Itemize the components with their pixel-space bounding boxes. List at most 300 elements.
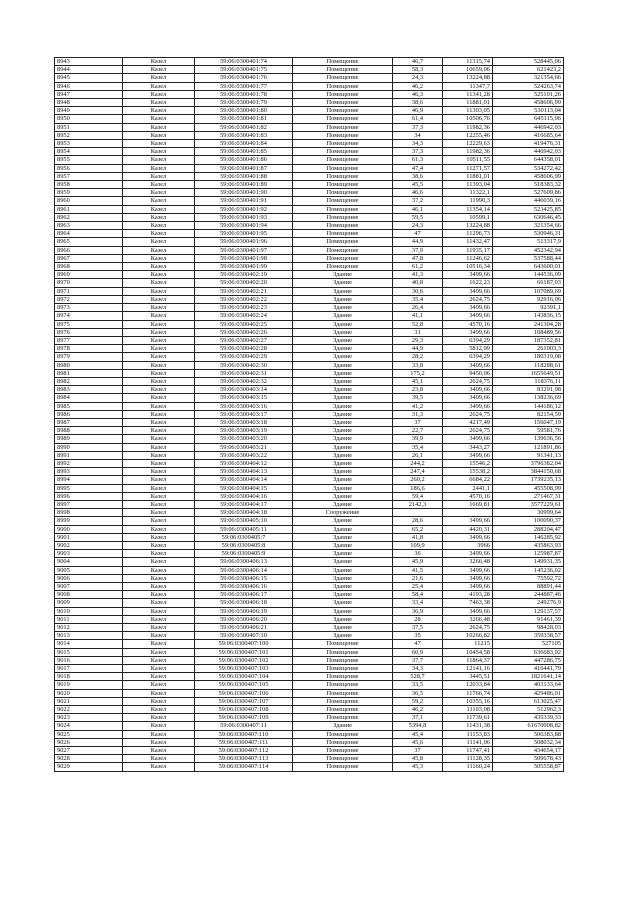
- cadastral-value-cell: 92916,06: [493, 295, 564, 303]
- area-cell: 47: [393, 230, 443, 238]
- specific-value-cell: 3499,66: [443, 435, 493, 443]
- municipality-cell: Казел: [123, 550, 195, 558]
- row-number-cell: 8974: [55, 312, 123, 320]
- cadastral-value-cell: 419476,31: [493, 140, 564, 148]
- table-row: [55, 648, 564, 656]
- table-row: [55, 681, 564, 689]
- municipality-cell: Казел: [123, 123, 195, 131]
- object-type-cell: Здание: [293, 361, 393, 369]
- municipality-cell: Казел: [123, 541, 195, 549]
- object-type-cell: Здание: [293, 279, 393, 287]
- area-cell: 61,4: [393, 115, 443, 123]
- cadastral-number-cell: 59:06:0300407:112: [195, 747, 293, 755]
- specific-value-cell: 10599,1: [443, 213, 493, 221]
- municipality-cell: Казел: [123, 492, 195, 500]
- cadastral-number-cell: 59:06:0300407:114: [195, 763, 293, 771]
- municipality-cell: Казел: [123, 648, 195, 656]
- area-cell: 37,3: [393, 148, 443, 156]
- area-cell: 45,8: [393, 755, 443, 763]
- municipality-cell: Казел: [123, 591, 195, 599]
- cadastral-value-cell: 523425,85: [493, 205, 564, 213]
- cadastral-number-cell: 59:06:0300402:19: [195, 271, 293, 279]
- object-type-cell: Здание: [293, 541, 393, 549]
- cadastral-value-cell: 118288,61: [493, 361, 564, 369]
- municipality-cell: Казел: [123, 599, 195, 607]
- table-row: [55, 279, 564, 287]
- row-number-cell: 9021: [55, 697, 123, 705]
- cadastral-value-cell: 88891,44: [493, 583, 564, 591]
- cadastral-value-cell: 91341,13: [493, 451, 564, 459]
- municipality-cell: Казел: [123, 353, 195, 361]
- area-cell: 44,9: [393, 238, 443, 246]
- table-row: [55, 74, 564, 82]
- cadastral-value-cell: 149931,35: [493, 558, 564, 566]
- cadastral-number-cell: 59:06:0300407:102: [195, 656, 293, 664]
- area-cell: 109,9: [393, 541, 443, 549]
- table-row: [55, 197, 564, 205]
- area-cell: 59,4: [393, 492, 443, 500]
- municipality-cell: Казел: [123, 99, 195, 107]
- table-row: [55, 353, 564, 361]
- object-type-cell: Здание: [293, 722, 393, 730]
- table-row: [55, 410, 564, 418]
- specific-value-cell: 11296,73: [443, 230, 493, 238]
- table-row: [55, 550, 564, 558]
- specific-value-cell: 1669,81: [443, 500, 493, 508]
- specific-value-cell: 11153,83: [443, 730, 493, 738]
- row-number-cell: 8959: [55, 189, 123, 197]
- municipality-cell: Казел: [123, 738, 195, 746]
- area-cell: [393, 509, 443, 517]
- row-number-cell: 9025: [55, 730, 123, 738]
- specific-value-cell: 3443,27: [443, 443, 493, 451]
- row-number-cell: 8965: [55, 238, 123, 246]
- row-number-cell: 8987: [55, 418, 123, 426]
- municipality-cell: Казел: [123, 468, 195, 476]
- cadastral-value-cell: 3577229,61: [493, 500, 564, 508]
- row-number-cell: 9009: [55, 599, 123, 607]
- specific-value-cell: 4217,49: [443, 418, 493, 426]
- object-type-cell: Здание: [293, 615, 393, 623]
- object-type-cell: Здание: [293, 312, 393, 320]
- cadastral-value-cell: 1739235,13: [493, 476, 564, 484]
- object-type-cell: Помещение: [293, 123, 393, 131]
- table-row: [55, 656, 564, 664]
- municipality-cell: Казел: [123, 451, 195, 459]
- object-type-cell: Помещение: [293, 213, 393, 221]
- table-row: [55, 418, 564, 426]
- table-row: [55, 205, 564, 213]
- cadastral-number-cell: 59:06:0300403:18: [195, 418, 293, 426]
- cadastral-number-cell: 59:06:0300401:74: [195, 58, 293, 66]
- area-cell: 23,8: [393, 386, 443, 394]
- area-cell: 34: [393, 131, 443, 139]
- area-cell: 528,7: [393, 673, 443, 681]
- specific-value-cell: 10511,55: [443, 156, 493, 164]
- row-number-cell: 9027: [55, 747, 123, 755]
- specific-value-cell: 10266,82: [443, 632, 493, 640]
- cadastral-number-cell: 59:06:0300401:88: [195, 172, 293, 180]
- table-row: [55, 541, 564, 549]
- municipality-cell: Казел: [123, 681, 195, 689]
- table-row: [55, 377, 564, 385]
- object-type-cell: Помещение: [293, 697, 393, 705]
- cadastral-value-cell: 528445,06: [493, 58, 564, 66]
- table-row: [55, 361, 564, 369]
- cadastral-value-cell: 108489,56: [493, 328, 564, 336]
- row-number-cell: 8979: [55, 353, 123, 361]
- row-number-cell: 8984: [55, 394, 123, 402]
- municipality-cell: Казел: [123, 386, 195, 394]
- table-row: [55, 451, 564, 459]
- municipality-cell: Казел: [123, 82, 195, 90]
- cadastral-value-cell: 534272,42: [493, 164, 564, 172]
- specific-value-cell: 11347,7: [443, 82, 493, 90]
- object-type-cell: Здание: [293, 394, 393, 402]
- area-cell: 37,2: [393, 197, 443, 205]
- specific-value-cell: 11315,74: [443, 58, 493, 66]
- specific-value-cell: 3445,51: [443, 673, 493, 681]
- object-type-cell: Помещение: [293, 222, 393, 230]
- table-row: [55, 484, 564, 492]
- cadastral-number-cell: 59:06:0300402:23: [195, 304, 293, 312]
- object-type-cell: Помещение: [293, 99, 393, 107]
- cadastral-value-cell: 455508,99: [493, 484, 564, 492]
- municipality-cell: Казел: [123, 632, 195, 640]
- specific-value-cell: 3499,66: [443, 566, 493, 574]
- row-number-cell: 8996: [55, 492, 123, 500]
- cadastral-number-cell: 59:06:0300403:21: [195, 443, 293, 451]
- row-number-cell: 8992: [55, 459, 123, 467]
- object-type-cell: Здание: [293, 271, 393, 279]
- cadastral-value-cell: 513317,9: [493, 238, 564, 246]
- municipality-cell: Казел: [123, 525, 195, 533]
- table-row: [55, 295, 564, 303]
- object-type-cell: Здание: [293, 558, 393, 566]
- cadastral-number-cell: 59:06:0300401:94: [195, 222, 293, 230]
- object-type-cell: Здание: [293, 386, 393, 394]
- object-type-cell: Здание: [293, 402, 393, 410]
- area-cell: 26,4: [393, 304, 443, 312]
- municipality-cell: Казел: [123, 164, 195, 172]
- table-row: [55, 722, 564, 730]
- row-number-cell: 8977: [55, 336, 123, 344]
- row-number-cell: 8968: [55, 263, 123, 271]
- area-cell: 37: [393, 747, 443, 755]
- cadastral-number-cell: 59:06:0300401:93: [195, 213, 293, 221]
- object-type-cell: Помещение: [293, 115, 393, 123]
- cadastral-value-cell: 435863,93: [493, 541, 564, 549]
- table-row: [55, 336, 564, 344]
- object-type-cell: Здание: [293, 632, 393, 640]
- area-cell: 24,3: [393, 222, 443, 230]
- specific-value-cell: 3499,66: [443, 394, 493, 402]
- table-row: [55, 369, 564, 377]
- cadastral-number-cell: 59:06:0300401:90: [195, 189, 293, 197]
- municipality-cell: Казел: [123, 312, 195, 320]
- specific-value-cell: 11747,41: [443, 747, 493, 755]
- specific-value-cell: 11303,05: [443, 107, 493, 115]
- area-cell: 28,2: [393, 353, 443, 361]
- area-cell: 52,8: [393, 320, 443, 328]
- row-number-cell: 8981: [55, 369, 123, 377]
- cadastral-number-cell: 59:06:0300402:28: [195, 345, 293, 353]
- cadastral-number-cell: 59:06:0300407:100: [195, 640, 293, 648]
- row-number-cell: 9013: [55, 632, 123, 640]
- cadastral-value-cell: 143836,15: [493, 312, 564, 320]
- area-cell: 59,5: [393, 213, 443, 221]
- object-type-cell: Помещение: [293, 181, 393, 189]
- area-cell: 247,4: [393, 468, 443, 476]
- row-number-cell: 8948: [55, 99, 123, 107]
- row-number-cell: 8966: [55, 246, 123, 254]
- cadastral-value-cell: 156047,19: [493, 418, 564, 426]
- cadastral-number-cell: 59:06:0300401:97: [195, 246, 293, 254]
- municipality-cell: Казел: [123, 656, 195, 664]
- municipality-cell: Казел: [123, 74, 195, 82]
- table-row: [55, 156, 564, 164]
- object-type-cell: Здание: [293, 599, 393, 607]
- specific-value-cell: 3499,66: [443, 361, 493, 369]
- municipality-cell: Казел: [123, 189, 195, 197]
- table-row: [55, 386, 564, 394]
- table-row: [55, 148, 564, 156]
- row-number-cell: 9026: [55, 738, 123, 746]
- table-row: [55, 615, 564, 623]
- table-row: [55, 90, 564, 98]
- row-number-cell: 8976: [55, 328, 123, 336]
- object-type-cell: Здание: [293, 427, 393, 435]
- area-cell: 46,6: [393, 189, 443, 197]
- specific-value-cell: 10659,06: [443, 66, 493, 74]
- municipality-cell: Казел: [123, 697, 195, 705]
- table-row: [55, 213, 564, 221]
- table-row: [55, 673, 564, 681]
- row-number-cell: 9002: [55, 541, 123, 549]
- table-row: [55, 697, 564, 705]
- specific-value-cell: 11935,17: [443, 246, 493, 254]
- row-number-cell: 9003: [55, 550, 123, 558]
- table-row: [55, 476, 564, 484]
- row-number-cell: 8972: [55, 295, 123, 303]
- area-cell: 35: [393, 632, 443, 640]
- object-type-cell: Помещение: [293, 714, 393, 722]
- object-type-cell: Здание: [293, 320, 393, 328]
- object-type-cell: Помещение: [293, 189, 393, 197]
- cadastral-number-cell: 59:06:0300402:20: [195, 279, 293, 287]
- cadastral-value-cell: 512962,3: [493, 706, 564, 714]
- municipality-cell: Казел: [123, 533, 195, 541]
- cadastral-number-cell: 59:06:0300401:92: [195, 205, 293, 213]
- cadastral-value-cell: 447286,75: [493, 656, 564, 664]
- specific-value-cell: 2441,1: [443, 484, 493, 492]
- specific-value-cell: 6394,29: [443, 353, 493, 361]
- cadastral-value-cell: 509678,43: [493, 755, 564, 763]
- municipality-cell: Казел: [123, 763, 195, 771]
- object-type-cell: Здание: [293, 435, 393, 443]
- object-type-cell: Здание: [293, 377, 393, 385]
- area-cell: 46,9: [393, 107, 443, 115]
- cadastral-value-cell: 645115,06: [493, 115, 564, 123]
- cadastral-value-cell: 91461,39: [493, 615, 564, 623]
- municipality-cell: Казел: [123, 107, 195, 115]
- cadastral-number-cell: 59:06:0300401:96: [195, 238, 293, 246]
- row-number-cell: 8994: [55, 476, 123, 484]
- municipality-cell: Казел: [123, 607, 195, 615]
- row-number-cell: 8967: [55, 254, 123, 262]
- cadastral-number-cell: 59:06:0300405:7: [195, 533, 293, 541]
- row-number-cell: 8988: [55, 427, 123, 435]
- cadastral-value-cell: 321354,66: [493, 74, 564, 82]
- cadastral-value-cell: 244887,46: [493, 591, 564, 599]
- object-type-cell: Здание: [293, 492, 393, 500]
- table-row: [55, 525, 564, 533]
- object-type-cell: Помещение: [293, 107, 393, 115]
- specific-value-cell: 11982,36: [443, 148, 493, 156]
- specific-value-cell: 3499,66: [443, 517, 493, 525]
- area-cell: 36,5: [393, 689, 443, 697]
- specific-value-cell: 2624,75: [443, 624, 493, 632]
- cadastral-number-cell: 59:06:0300401:95: [195, 230, 293, 238]
- object-type-cell: Помещение: [293, 164, 393, 172]
- table-row: [55, 263, 564, 271]
- object-type-cell: Здание: [293, 410, 393, 418]
- table-row: [55, 312, 564, 320]
- specific-value-cell: 11739,61: [443, 714, 493, 722]
- specific-value-cell: 12255,46: [443, 131, 493, 139]
- cadastral-value-cell: 636683,92: [493, 648, 564, 656]
- row-number-cell: 8950: [55, 115, 123, 123]
- municipality-cell: Казел: [123, 304, 195, 312]
- municipality-cell: Казел: [123, 279, 195, 287]
- row-number-cell: 8989: [55, 435, 123, 443]
- cadastral-value-cell: 630646,45: [493, 213, 564, 221]
- row-number-cell: 8993: [55, 468, 123, 476]
- cadastral-number-cell: 59:06:0300406:21: [195, 624, 293, 632]
- row-number-cell: 9010: [55, 607, 123, 615]
- row-number-cell: 8949: [55, 107, 123, 115]
- table-row: [55, 131, 564, 139]
- cadastral-value-cell: 359338,57: [493, 632, 564, 640]
- table-row: [55, 459, 564, 467]
- municipality-cell: Казел: [123, 115, 195, 123]
- cadastral-number-cell: 59:06:0300403:16: [195, 402, 293, 410]
- specific-value-cell: 3266,48: [443, 558, 493, 566]
- object-type-cell: Сооружение: [293, 509, 393, 517]
- specific-value-cell: 2624,75: [443, 377, 493, 385]
- specific-value-cell: 3499,66: [443, 386, 493, 394]
- cadastral-number-cell: 59:06:0300401:98: [195, 254, 293, 262]
- object-type-cell: Помещение: [293, 246, 393, 254]
- cadastral-value-cell: 75592,72: [493, 574, 564, 582]
- municipality-cell: Казел: [123, 377, 195, 385]
- row-number-cell: 9018: [55, 673, 123, 681]
- row-number-cell: 8995: [55, 484, 123, 492]
- municipality-cell: Казел: [123, 459, 195, 467]
- area-cell: 37: [393, 418, 443, 426]
- cadastral-number-cell: 59:06:0300401:78: [195, 90, 293, 98]
- cadastral-value-cell: 271467,31: [493, 492, 564, 500]
- area-cell: 65,2: [393, 525, 443, 533]
- area-cell: 25,4: [393, 583, 443, 591]
- cadastral-number-cell: 59:06:0300405:8: [195, 541, 293, 549]
- area-cell: 37,5: [393, 624, 443, 632]
- specific-value-cell: 4570,16: [443, 492, 493, 500]
- specific-value-cell: 3499,66: [443, 287, 493, 295]
- cadastral-value-cell: 241304,28: [493, 320, 564, 328]
- object-type-cell: Помещение: [293, 648, 393, 656]
- area-cell: 47: [393, 640, 443, 648]
- table-row: [55, 599, 564, 607]
- object-type-cell: Помещение: [293, 640, 393, 648]
- cadastral-number-cell: 59:06:0300405:11: [195, 525, 293, 533]
- municipality-cell: Казел: [123, 583, 195, 591]
- cadastral-value-cell: 446039,16: [493, 197, 564, 205]
- table-row: [55, 689, 564, 697]
- specific-value-cell: 3499,66: [443, 328, 493, 336]
- table-row: [55, 509, 564, 517]
- municipality-cell: Казел: [123, 714, 195, 722]
- cadastral-value-cell: 527609,86: [493, 189, 564, 197]
- cadastral-value-cell: 82154,59: [493, 410, 564, 418]
- row-number-cell: 8943: [55, 58, 123, 66]
- cadastral-number-cell: 59:06:0300401:99: [195, 263, 293, 271]
- area-cell: 41,3: [393, 271, 443, 279]
- table-body: [55, 58, 564, 772]
- area-cell: 45,4: [393, 730, 443, 738]
- cadastral-value-table: [54, 57, 564, 772]
- area-cell: 45,3: [393, 763, 443, 771]
- table-row: [55, 640, 564, 648]
- row-number-cell: 8964: [55, 230, 123, 238]
- specific-value-cell: 11881,01: [443, 99, 493, 107]
- area-cell: 33,5: [393, 681, 443, 689]
- cadastral-number-cell: 59:06:0300405:9: [195, 550, 293, 558]
- cadastral-value-cell: 139636,56: [493, 435, 564, 443]
- table-row: [55, 115, 564, 123]
- row-number-cell: 8999: [55, 517, 123, 525]
- cadastral-value-cell: 121891,86: [493, 443, 564, 451]
- cadastral-number-cell: 59:06:0300406:13: [195, 558, 293, 566]
- cadastral-number-cell: 59:06:0300407:10: [195, 632, 293, 640]
- area-cell: 46,7: [393, 58, 443, 66]
- row-number-cell: 8952: [55, 131, 123, 139]
- area-cell: 5394,8: [393, 722, 443, 730]
- row-number-cell: 9028: [55, 755, 123, 763]
- object-type-cell: Здание: [293, 591, 393, 599]
- object-type-cell: Помещение: [293, 197, 393, 205]
- area-cell: 44,9: [393, 345, 443, 353]
- specific-value-cell: 13224,88: [443, 74, 493, 82]
- municipality-cell: Казел: [123, 213, 195, 221]
- cadastral-value-cell: 98428,03: [493, 624, 564, 632]
- specific-value-cell: 11160,24: [443, 763, 493, 771]
- cadastral-value-cell: 146285,92: [493, 533, 564, 541]
- area-cell: 37,7: [393, 656, 443, 664]
- object-type-cell: Помещение: [293, 148, 393, 156]
- cadastral-value-cell: 144186,12: [493, 402, 564, 410]
- municipality-cell: Казел: [123, 205, 195, 213]
- row-number-cell: 8961: [55, 205, 123, 213]
- object-type-cell: Здание: [293, 443, 393, 451]
- table-row: [55, 500, 564, 508]
- cadastral-number-cell: 59:06:0300402:22: [195, 295, 293, 303]
- municipality-cell: Казел: [123, 271, 195, 279]
- specific-value-cell: 11432,47: [443, 238, 493, 246]
- area-cell: 33,4: [393, 599, 443, 607]
- table-row: [55, 271, 564, 279]
- cadastral-number-cell: 59:06:0300401:86: [195, 156, 293, 164]
